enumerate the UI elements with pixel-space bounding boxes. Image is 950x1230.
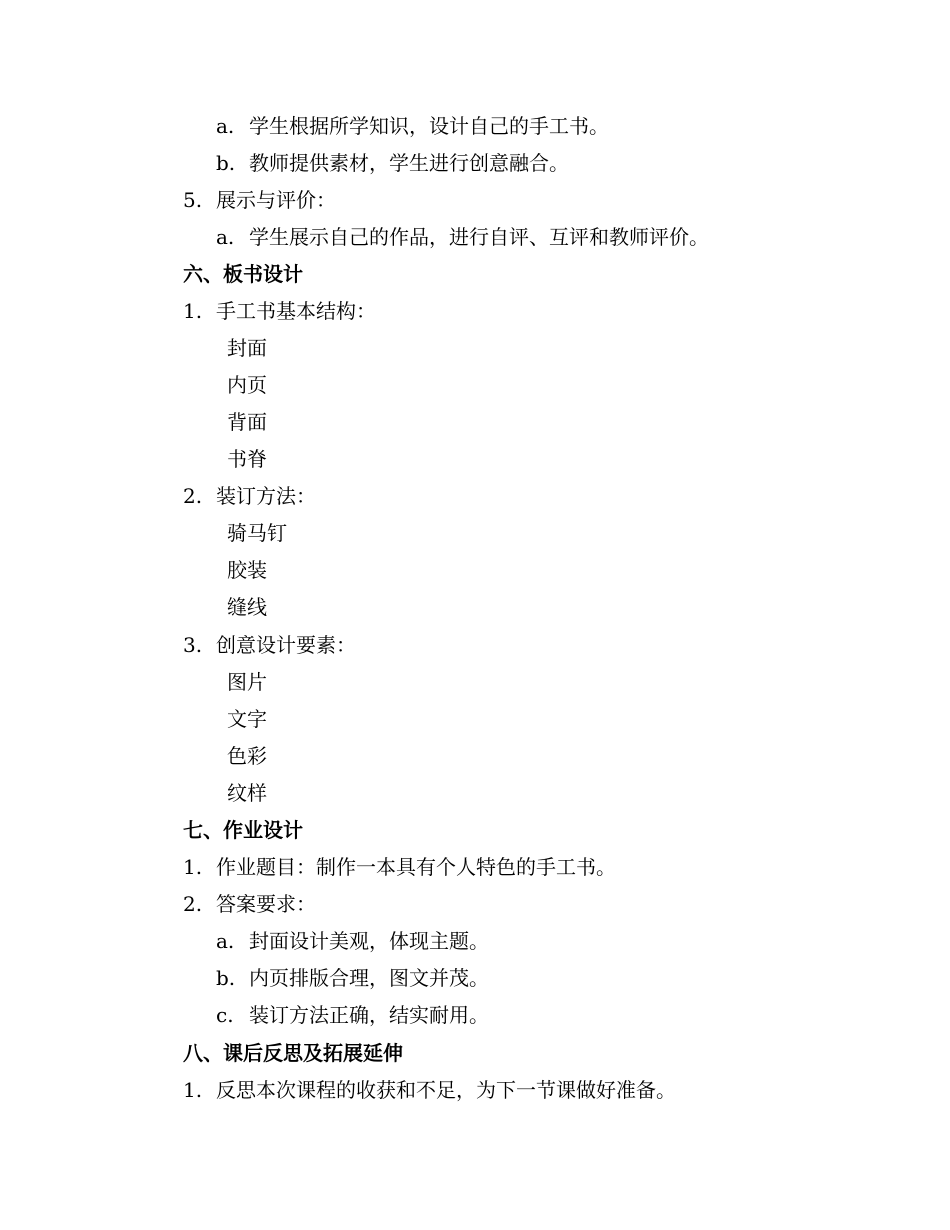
list-item xyxy=(183,631,356,659)
list-item-text: 答案要求： xyxy=(216,892,316,916)
list-item-text: 手工书基本结构： xyxy=(216,299,376,323)
list-item xyxy=(183,853,616,881)
list-number: 5. xyxy=(183,188,203,212)
list-item xyxy=(183,297,376,325)
list-item-text: 反思本次课程的收获和不足，为下一节课做好准备。 xyxy=(216,1078,676,1102)
list-item xyxy=(183,1076,676,1104)
structure-item: 背面 xyxy=(227,410,267,434)
structure-item: 内页 xyxy=(227,373,267,397)
list-item xyxy=(216,964,489,992)
structure-item: 书脊 xyxy=(227,447,267,471)
list-marker: b. xyxy=(216,151,236,175)
list-item xyxy=(216,112,609,140)
list-marker: a. xyxy=(216,114,235,138)
list-item-text: 学生根据所学知识，设计自己的手工书。 xyxy=(249,114,609,138)
list-item xyxy=(216,927,489,955)
list-number: 1. xyxy=(183,855,203,879)
list-item xyxy=(216,1001,489,1029)
list-item xyxy=(183,890,316,918)
list-marker: a. xyxy=(216,225,235,249)
list-item xyxy=(183,482,316,510)
list-item-text: 创意设计要素： xyxy=(216,633,356,657)
list-marker: b. xyxy=(216,966,236,990)
list-item xyxy=(216,149,569,177)
design-element-item: 色彩 xyxy=(227,744,267,768)
list-marker: a. xyxy=(216,929,235,953)
list-item-text: 教师提供素材，学生进行创意融合。 xyxy=(249,151,569,175)
list-marker: c. xyxy=(216,1003,234,1027)
section-heading: 七、作业设计 xyxy=(183,818,303,842)
list-item-text: 作业题目：制作一本具有个人特色的手工书。 xyxy=(216,855,616,879)
binding-method-item: 缝线 xyxy=(227,595,267,619)
list-item-text: 装订方法正确，结实耐用。 xyxy=(249,1003,489,1027)
list-item-text: 装订方法： xyxy=(216,484,316,508)
list-number: 2. xyxy=(183,892,203,916)
section-heading: 八、课后反思及拓展延伸 xyxy=(183,1041,403,1065)
structure-item: 封面 xyxy=(227,336,267,360)
design-element-item: 纹样 xyxy=(227,781,267,805)
list-item-text: 展示与评价： xyxy=(216,188,336,212)
list-number: 3. xyxy=(183,633,203,657)
list-number: 2. xyxy=(183,484,203,508)
binding-method-item: 胶装 xyxy=(227,558,267,582)
list-number: 1. xyxy=(183,299,203,323)
list-item-text: 封面设计美观，体现主题。 xyxy=(249,929,489,953)
binding-method-item: 骑马钉 xyxy=(227,521,287,545)
list-number: 1. xyxy=(183,1078,203,1102)
section-heading: 六、板书设计 xyxy=(183,262,303,286)
design-element-item: 文字 xyxy=(227,707,267,731)
design-element-item: 图片 xyxy=(227,670,267,694)
list-item xyxy=(216,223,709,251)
list-item-text: 内页排版合理，图文并茂。 xyxy=(249,966,489,990)
list-item xyxy=(183,186,336,214)
list-item-text: 学生展示自己的作品，进行自评、互评和教师评价。 xyxy=(249,225,709,249)
